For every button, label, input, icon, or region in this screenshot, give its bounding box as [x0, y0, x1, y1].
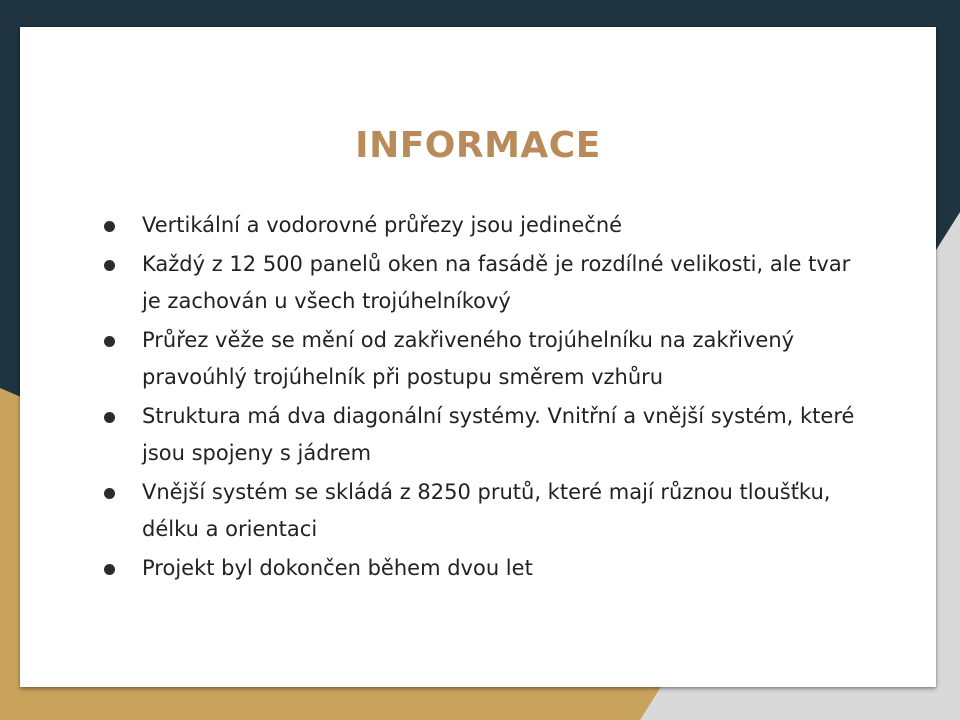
bullet-text: Struktura má dva diagonální systémy. Vnitřní a vnější systém, které jsou spojeny s jádrem: [142, 404, 855, 465]
bullet-text: Projekt byl dokončen během dvou let: [142, 556, 533, 580]
bullet-item: [104, 246, 864, 320]
bullet-item: [104, 474, 864, 548]
bullet-text: Vnější systém se skládá z 8250 prutů, které mají různou tloušťku, délku a orientaci: [142, 480, 831, 541]
bullet-item: [104, 322, 864, 396]
bullet-dot-icon: [104, 336, 115, 347]
bullet-item: [104, 550, 864, 587]
bullet-dot-icon: [104, 564, 115, 575]
bullet-list: [104, 207, 864, 589]
bullet-dot-icon: [104, 488, 115, 499]
bullet-dot-icon: [104, 221, 115, 232]
slide-title: INFORMACE: [355, 125, 601, 166]
bullet-text: Průřez věže se mění od zakřiveného trojúhelníku na zakřivený pravoúhlý trojúhelník při postupu směrem vzhůru: [142, 328, 795, 389]
bullet-item: [104, 207, 864, 244]
bullet-dot-icon: [104, 260, 115, 271]
bullet-text: Každý z 12 500 panelů oken na fasádě je rozdílné velikosti, ale tvar je zachován u všech trojúhelníkový: [142, 252, 851, 313]
bullet-dot-icon: [104, 412, 115, 423]
bullet-item: [104, 398, 864, 472]
bullet-text: Vertikální a vodorovné průřezy jsou jedinečné: [142, 213, 623, 237]
slide-content-card: [20, 27, 936, 687]
